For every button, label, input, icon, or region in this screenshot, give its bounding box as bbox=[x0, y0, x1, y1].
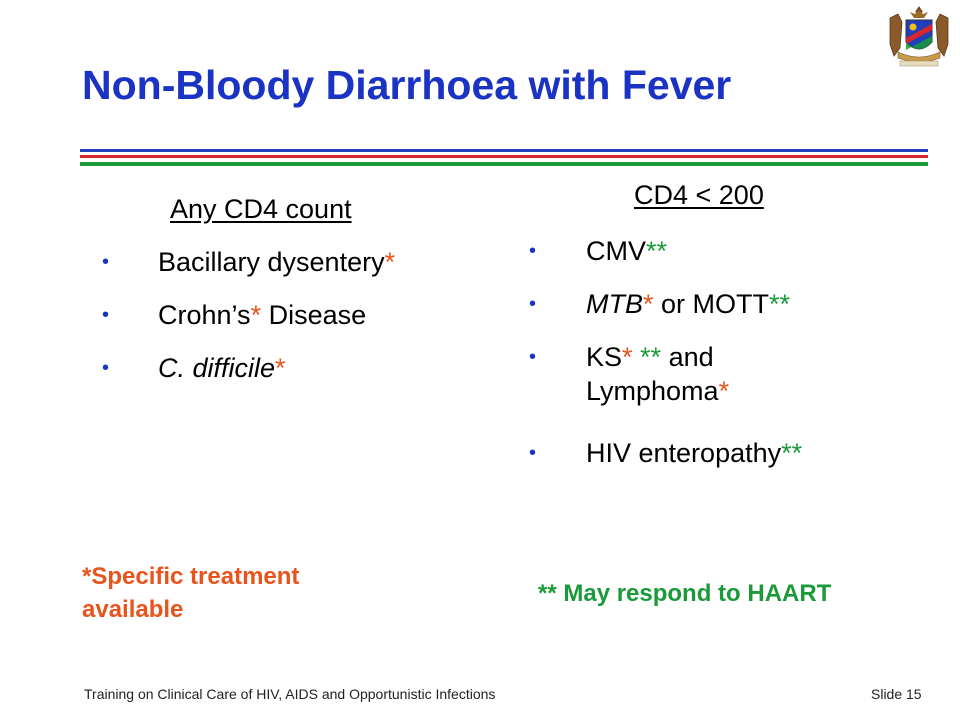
list-item bbox=[102, 351, 286, 385]
item-text-suffix: or MOTT bbox=[653, 289, 770, 319]
single-star-mark: * bbox=[622, 342, 633, 372]
list-item bbox=[529, 340, 730, 408]
slide-number: Slide 15 bbox=[871, 686, 922, 702]
single-star-mark: * bbox=[718, 376, 730, 406]
list-item bbox=[529, 436, 803, 470]
header-rule-red bbox=[80, 155, 928, 158]
item-text: Bacillary dysentery bbox=[158, 247, 385, 277]
double-star-mark: ** bbox=[769, 289, 791, 319]
single-star-mark: * bbox=[275, 353, 286, 383]
footer-course-title: Training on Clinical Care of HIV, AIDS and Opportunistic Infections bbox=[84, 686, 496, 702]
right-column-heading: CD4 < 200 bbox=[634, 180, 764, 210]
header-rule-green bbox=[80, 162, 928, 166]
header-rule-blue bbox=[80, 149, 928, 152]
single-star-mark: * bbox=[250, 300, 262, 330]
double-star-mark: ** bbox=[646, 236, 668, 266]
bullet-dot-icon: • bbox=[529, 240, 537, 262]
single-star-mark: * bbox=[384, 247, 396, 277]
bullet-dot-icon: • bbox=[102, 304, 110, 326]
haart-note: ** May respond to HAART bbox=[538, 580, 832, 607]
left-column-heading: Any CD4 count bbox=[170, 194, 352, 224]
bullet-dot-icon: • bbox=[529, 293, 537, 315]
item-text: KS bbox=[586, 342, 623, 372]
list-item bbox=[102, 298, 367, 332]
list-item bbox=[529, 287, 791, 321]
specific-treatment-note: *Specific treatment available bbox=[82, 563, 300, 623]
list-item bbox=[102, 245, 396, 279]
double-star-mark: ** bbox=[632, 342, 662, 372]
list-item bbox=[529, 234, 668, 268]
coat-of-arms-icon bbox=[884, 4, 954, 70]
double-star-mark: ** bbox=[781, 438, 803, 468]
bullet-dot-icon: • bbox=[102, 251, 110, 273]
item-text: HIV enteropathy bbox=[586, 438, 782, 468]
item-text-suffix: Disease bbox=[261, 300, 367, 330]
bullet-dot-icon: • bbox=[102, 357, 110, 379]
item-text: MTB bbox=[586, 289, 643, 319]
bullet-dot-icon: • bbox=[529, 442, 537, 464]
item-text: C. difficile bbox=[158, 353, 276, 383]
single-star-mark: * bbox=[643, 289, 654, 319]
item-text-suffix: and bbox=[661, 342, 714, 372]
bullet-dot-icon: • bbox=[529, 346, 537, 368]
item-text-line2: Lymphoma bbox=[586, 376, 719, 406]
slide-title: Non-Bloody Diarrhoea with Fever bbox=[82, 62, 732, 108]
item-text: CMV bbox=[586, 236, 646, 266]
item-text: Crohn’s bbox=[158, 300, 251, 330]
